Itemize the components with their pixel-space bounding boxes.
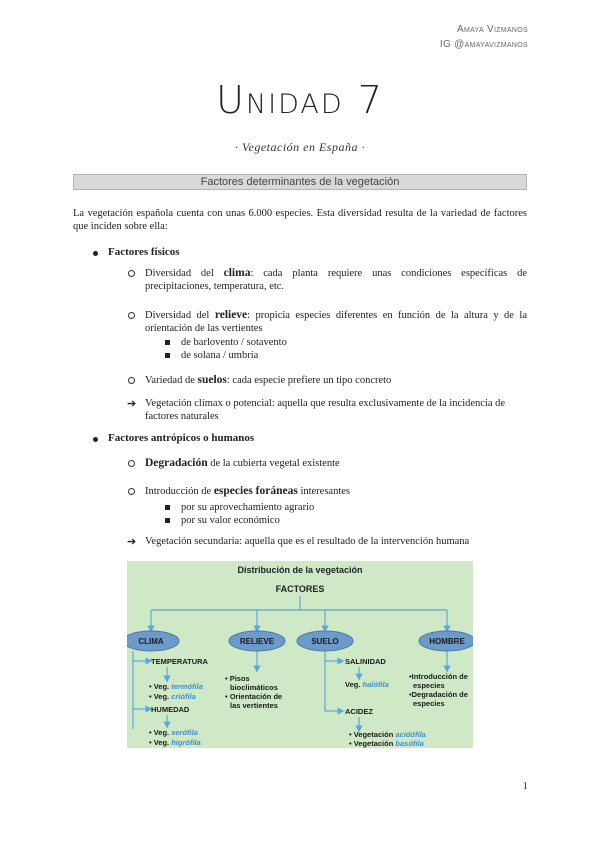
sal-item: Veg. halófila — [345, 680, 389, 689]
introduccion-keyword: especies foráneas — [213, 485, 298, 497]
introduccion-sub-1: por su aprovechamiento agrario — [181, 502, 315, 513]
relieve-item-2: bioclimáticos — [230, 683, 278, 692]
introduccion-post: interesantes — [297, 486, 350, 497]
fisicos-heading: Factores físicos — [108, 246, 180, 258]
relieve-item — [145, 309, 527, 335]
suelos-item — [145, 374, 391, 387]
circle-bullet — [128, 377, 135, 384]
humedad-label: HUMEDAD — [151, 705, 190, 714]
circle-bullet — [128, 312, 135, 319]
bullet-disc — [93, 251, 98, 256]
salinidad-label: SALINIDAD — [345, 657, 386, 666]
clima-item — [145, 267, 527, 293]
relieve-keyword: relieve — [214, 309, 248, 321]
degradacion-post: de la cubierta vegetal existente — [207, 458, 340, 469]
hum-item-1: • Veg. xerófila — [149, 728, 198, 737]
author-name: Amaya Vizmanos — [456, 24, 528, 35]
hombre-item-4: especies — [413, 699, 445, 708]
climax-item: Vegetación clímax o potencial: aquella que resulta exclusivamente de la incidencia de factores naturales — [145, 398, 506, 422]
introduccion-pre: Introducción de — [145, 486, 214, 497]
node-hombre-label: HOMBRE — [429, 637, 465, 646]
temp-item-2: • Veg. criófila — [149, 692, 196, 701]
intro-paragraph: La vegetación española cuenta con unas 6.000 especies. Esta diversidad resulta de la variedad de factores que inciden sobre ella: — [73, 208, 527, 232]
relieve-item-3: • Orientación de — [225, 692, 283, 701]
acidez-label: ACIDEZ — [345, 707, 373, 716]
relieve-sub-1: de barlovento / sotavento — [181, 337, 287, 348]
acid-item-2: • Vegetación basófila — [349, 739, 424, 748]
secundaria-item: Vegetación secundaria: aquella que es el resultado de la intervención humana — [145, 536, 470, 547]
degradacion-item — [145, 457, 340, 470]
clima-keyword: clima — [223, 267, 251, 279]
square-bullet — [165, 518, 170, 523]
introduccion-item — [145, 485, 350, 498]
temperatura-label: TEMPERATURA — [151, 657, 208, 666]
relieve-sub-2: de solana / umbría — [181, 350, 259, 361]
diagram-title: Distribución de la vegetación — [237, 565, 363, 575]
arrow-right-icon: ➔ — [127, 536, 137, 548]
page-number: 1 — [522, 780, 528, 792]
author-social: IG @amayavizmanos — [439, 39, 528, 50]
author-block — [440, 22, 528, 52]
hombre-item-3: •Degradación de — [409, 690, 468, 699]
section-heading: Factores determinantes de la vegetación — [73, 174, 527, 190]
square-bullet — [165, 505, 170, 510]
page-title: Unidad 7 — [216, 78, 384, 122]
diagram-svg — [127, 561, 473, 748]
hombre-item-2: especies — [413, 681, 445, 690]
vegetation-distribution-diagram — [127, 561, 473, 748]
hombre-branch — [409, 672, 468, 708]
circle-bullet — [128, 270, 135, 277]
clima-pre: Diversidad del — [145, 268, 224, 279]
circle-bullet — [128, 488, 135, 495]
square-bullet — [165, 340, 170, 345]
acid-item-1: • Vegetación acidófila — [349, 730, 426, 739]
degradacion-keyword: Degradación — [145, 457, 208, 469]
hum-item-2: • Veg. higrófila — [149, 738, 201, 747]
temp-item-1: • Veg. termófila — [149, 682, 203, 691]
clima-branch — [149, 657, 209, 747]
relieve-post: : propicia especies diferentes en función de la altura y de la orientación de las vertientes — [145, 310, 527, 334]
diagram-nodes — [127, 631, 473, 651]
bullet-disc — [93, 437, 98, 442]
circle-bullet — [128, 460, 135, 467]
node-suelo-label: SUELO — [311, 637, 339, 646]
relieve-branch — [225, 674, 282, 710]
relieve-item-1: • Pisos — [225, 674, 250, 683]
node-relieve-label: RELIEVE — [239, 637, 275, 646]
suelos-keyword: suelos — [197, 374, 227, 386]
hombre-item-1: •Introducción de — [409, 672, 468, 681]
diagram-root: FACTORES — [275, 584, 325, 594]
relieve-item-4: las vertientes — [230, 701, 278, 710]
antropicos-heading: Factores antrópicos o humanos — [108, 432, 255, 444]
arrow-right-icon: ➔ — [127, 398, 137, 410]
node-clima-label: CLIMA — [138, 637, 164, 646]
suelos-post: : cada especie prefiere un tipo concreto — [226, 375, 392, 386]
clima-post: : cada planta requiere unas condiciones específicas de precipitaciones, temperatura, etc. — [145, 268, 528, 292]
page-subtitle: · Vegetación en España · — [235, 140, 365, 154]
introduccion-sub-2: por su valor económico — [181, 515, 280, 526]
square-bullet — [165, 353, 170, 358]
relieve-pre: Diversidad del — [145, 310, 215, 321]
suelos-pre: Variedad de — [145, 375, 198, 386]
